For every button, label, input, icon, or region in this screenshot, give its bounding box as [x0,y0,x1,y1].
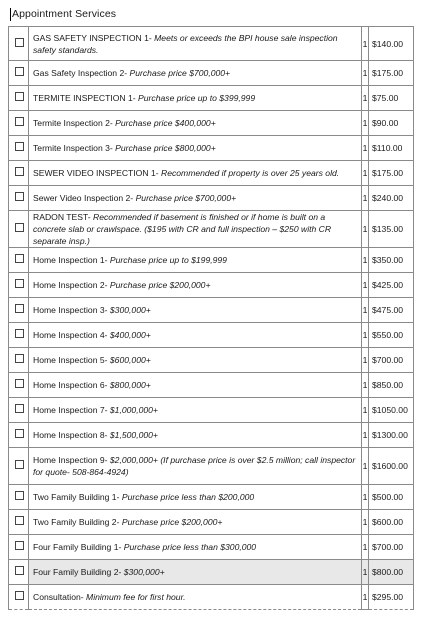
checkbox-cell [9,211,29,248]
checkbox-cell [9,348,29,373]
service-quantity: 1 [362,136,369,161]
service-price: $500.00 [369,485,414,510]
service-row [9,398,414,423]
service-row [9,510,414,535]
service-title: Home Inspection 7- [33,405,108,415]
service-row [9,86,414,111]
service-quantity: 1 [362,485,369,510]
checkbox-icon[interactable] [15,379,24,388]
checkbox-cell [9,298,29,323]
service-description [29,298,362,323]
service-price: $1050.00 [369,398,414,423]
service-price: $700.00 [369,535,414,560]
service-quantity: 1 [362,27,369,61]
checkbox-icon[interactable] [15,429,24,438]
service-price: $75.00 [369,86,414,111]
checkbox-cell [9,423,29,448]
service-title: Sewer Video Inspection 2- [33,193,134,203]
checkbox-cell [9,86,29,111]
service-row [9,373,414,398]
service-quantity: 1 [362,585,369,610]
service-price: $475.00 [369,298,414,323]
service-description [29,448,362,485]
checkbox-icon[interactable] [15,38,24,47]
page-heading: Appointment Services [12,8,117,20]
service-description [29,86,362,111]
checkbox-cell [9,560,29,585]
service-quantity: 1 [362,348,369,373]
service-quantity: 1 [362,323,369,348]
service-price: $600.00 [369,510,414,535]
service-quantity: 1 [362,86,369,111]
service-title: Two Family Building 1- [33,492,120,502]
checkbox-cell [9,27,29,61]
heading-wrap [10,7,116,21]
checkbox-cell [9,373,29,398]
checkbox-icon[interactable] [15,279,24,288]
service-quantity: 1 [362,211,369,248]
service-price: $800.00 [369,560,414,585]
service-title: SEWER VIDEO INSPECTION 1- [33,168,159,178]
checkbox-icon[interactable] [15,354,24,363]
service-note: Purchase price up to $399,999 [138,93,256,103]
text-cursor [10,8,11,21]
service-row [9,27,414,61]
checkbox-icon[interactable] [15,92,24,101]
service-note: $400,000+ [109,330,151,340]
service-title: Home Inspection 2- [33,280,108,290]
checkbox-cell [9,323,29,348]
service-price: $240.00 [369,186,414,211]
service-note: Purchase price less than $300,000 [123,542,257,552]
service-note: Recommended if basement is finished or if home is built on a concrete slab or crawlspace. ($195 with CR and full inspection – $250 with CR separate insp.) [33,212,332,246]
service-note: Meets or exceeds the BPI house sale inspection safety standards. [33,32,338,55]
checkbox-cell [9,111,29,136]
service-row [9,348,414,373]
service-row [9,560,414,585]
service-title: Home Inspection 4- [33,330,108,340]
service-quantity: 1 [362,298,369,323]
service-description [29,161,362,186]
service-quantity: 1 [362,560,369,585]
service-title: Four Family Building 2- [33,567,122,577]
service-quantity: 1 [362,186,369,211]
service-price: $175.00 [369,61,414,86]
checkbox-cell [9,273,29,298]
checkbox-icon[interactable] [15,566,24,575]
checkbox-icon[interactable] [15,304,24,313]
service-quantity: 1 [362,398,369,423]
service-title: GAS SAFETY INSPECTION 1- [33,32,152,43]
service-price: $1300.00 [369,423,414,448]
service-note: $300,000+ [123,567,165,577]
service-description [29,136,362,161]
service-price: $1600.00 [369,448,414,485]
service-price: $140.00 [369,27,414,61]
service-description [29,61,362,86]
service-price: $110.00 [369,136,414,161]
service-price: $425.00 [369,273,414,298]
checkbox-icon[interactable] [15,460,24,469]
service-quantity: 1 [362,448,369,485]
service-description [29,373,362,398]
checkbox-icon[interactable] [15,516,24,525]
service-row [9,186,414,211]
service-description [29,186,362,211]
service-note: $300,000+ [109,305,151,315]
service-description [29,273,362,298]
service-price: $90.00 [369,111,414,136]
service-price: $135.00 [369,211,414,248]
service-quantity: 1 [362,248,369,273]
service-price: $850.00 [369,373,414,398]
service-note: Purchase price up to $199,999 [109,255,227,265]
service-note: Recommended if property is over 25 years old. [160,168,340,178]
service-note: Purchase price $700,000+ [129,68,231,78]
service-row [9,323,414,348]
service-title: Termite Inspection 3- [33,143,113,153]
service-row [9,273,414,298]
service-description [29,585,362,610]
service-title: Home Inspection 6- [33,380,108,390]
service-note: Purchase price $400,000+ [115,118,216,128]
service-description [29,211,362,248]
service-note: $800,000+ [109,380,151,390]
service-description [29,27,362,61]
service-row [9,161,414,186]
service-note: Purchase price $200,000+ [109,280,211,290]
services-table [8,26,414,610]
service-quantity: 1 [362,373,369,398]
checkbox-icon[interactable] [15,404,24,413]
service-row [9,248,414,273]
service-title: TERMITE INSPECTION 1- [33,93,136,103]
service-title: Home Inspection 3- [33,305,108,315]
checkbox-icon[interactable] [15,167,24,176]
service-quantity: 1 [362,273,369,298]
service-description [29,248,362,273]
checkbox-cell [9,186,29,211]
service-title: Two Family Building 2- [33,517,120,527]
service-title: RADON TEST- [33,212,91,222]
service-title: Home Inspection 9- [33,455,108,465]
service-row [9,111,414,136]
service-description [29,535,362,560]
service-description [29,510,362,535]
checkbox-cell [9,510,29,535]
service-quantity: 1 [362,510,369,535]
service-row [9,423,414,448]
checkbox-icon[interactable] [15,142,24,151]
service-description [29,560,362,585]
service-quantity: 1 [362,111,369,136]
checkbox-icon[interactable] [15,254,24,263]
service-note: Purchase price $700,000+ [135,193,237,203]
checkbox-icon[interactable] [15,329,24,338]
service-price: $700.00 [369,348,414,373]
service-note: Minimum fee for first hour. [86,592,186,602]
service-quantity: 1 [362,61,369,86]
service-description [29,348,362,373]
service-title: Four Family Building 1- [33,542,122,552]
service-title: Gas Safety Inspection 2- [33,68,128,78]
checkbox-cell [9,161,29,186]
checkbox-cell [9,485,29,510]
service-row [9,298,414,323]
checkbox-icon[interactable] [15,223,24,232]
service-quantity: 1 [362,423,369,448]
service-row [9,485,414,510]
service-note: $600,000+ [109,355,151,365]
service-title: Home Inspection 8- [33,430,108,440]
checkbox-cell [9,136,29,161]
service-row [9,585,414,610]
checkbox-icon[interactable] [15,67,24,76]
service-title: Consultation- [33,592,84,602]
service-description [29,111,362,136]
service-price: $350.00 [369,248,414,273]
checkbox-cell [9,585,29,610]
service-note: $2,000,000+ (If purchase price is over $2.5 million; call inspector for quote- 508-864-4924) [33,455,356,477]
service-note: Purchase price less than $200,000 [121,492,255,502]
service-row [9,61,414,86]
service-note: $1,500,000+ [109,430,158,440]
service-row [9,535,414,560]
checkbox-cell [9,535,29,560]
services-table-body [9,27,414,610]
service-price: $175.00 [369,161,414,186]
service-title: Termite Inspection 2- [33,118,113,128]
service-quantity: 1 [362,161,369,186]
checkbox-icon[interactable] [15,541,24,550]
service-description [29,323,362,348]
service-title: Home Inspection 5- [33,355,108,365]
service-note: Purchase price $800,000+ [115,143,216,153]
service-note: Purchase price $200,000+ [121,517,223,527]
service-note: $1,000,000+ [109,405,158,415]
checkbox-cell [9,61,29,86]
service-description [29,423,362,448]
service-price: $550.00 [369,323,414,348]
service-quantity: 1 [362,535,369,560]
checkbox-icon[interactable] [15,117,24,126]
checkbox-icon[interactable] [15,591,24,600]
checkbox-icon[interactable] [15,192,24,201]
service-row [9,448,414,485]
checkbox-cell [9,448,29,485]
checkbox-icon[interactable] [15,491,24,500]
checkbox-cell [9,398,29,423]
service-description [29,485,362,510]
service-row [9,136,414,161]
service-price: $295.00 [369,585,414,610]
service-description [29,398,362,423]
checkbox-cell [9,248,29,273]
service-title: Home Inspection 1- [33,255,108,265]
service-row [9,211,414,248]
